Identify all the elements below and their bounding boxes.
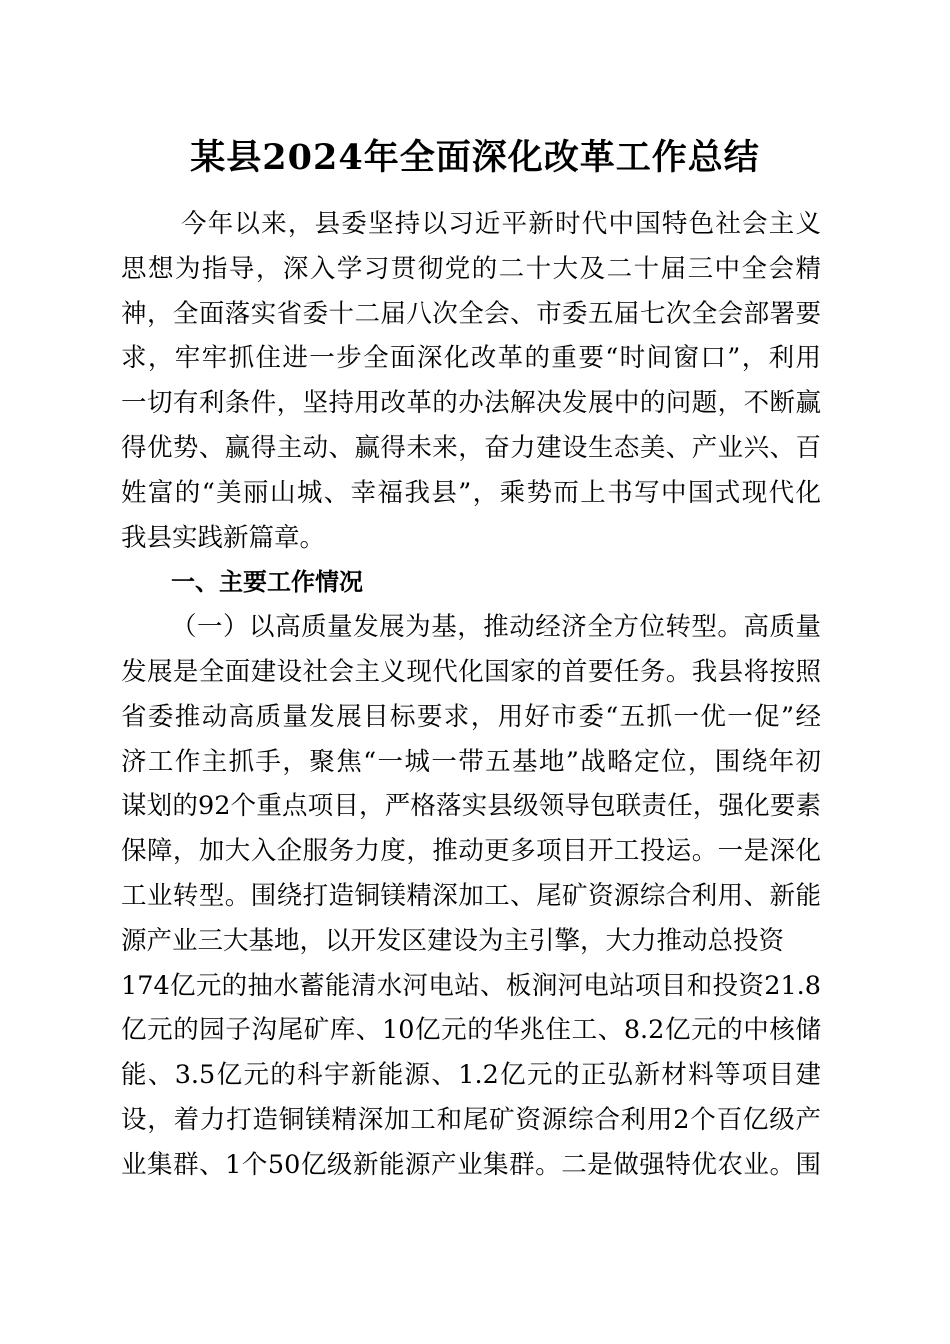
paragraph-2-line-4: 济工作主抓手，聚焦“一城一带五基地”战略定位，围绕年初 (121, 746, 821, 777)
paragraph-2-line-11: 能、3.5亿元的科宇新能源、1.2亿元的正弘新材料等项目建 (121, 1060, 821, 1091)
document-title: 某县2024年全面深化改革工作总结 (190, 137, 760, 178)
paragraph-1-line-4: 求，牢牢抓住进一步全面深化改革的重要“时间窗口”，利用 (121, 343, 821, 374)
paragraph-2-line-10: 亿元的园子沟尾矿库、10亿元的华兆住工、8.2亿元的中核储 (121, 1015, 821, 1046)
paragraph-1-line-5: 一切有利条件，坚持用改革的办法解决发展中的问题，不断赢 (121, 388, 821, 419)
paragraph-2-line-6: 保障，加大入企服务力度，推动更多项目开工投运。一是深化 (121, 836, 821, 867)
paragraph-2-line-1: （一）以高质量发展为基，推动经济全方位转型。高质量 (171, 612, 821, 643)
section-heading: 一、主要工作情况 (171, 568, 363, 597)
paragraph-1-line-8: 我县实践新篇章。 (121, 522, 326, 553)
paragraph-2-line-8: 源产业三大基地，以开发区建设为主引擎，大力推动总投资 (121, 925, 785, 956)
document-body (121, 202, 821, 1188)
paragraph-1-line-7: 姓富的“美丽山城、幸福我县”，乘势而上书写中国式现代化 (121, 477, 821, 508)
paragraph-2-line-13: 业集群、1个50亿级新能源产业集群。二是做强特优农业。围 (121, 1149, 821, 1180)
paragraph-2-line-7: 工业转型。围绕打造铜镁精深加工、尾矿资源综合利用、新能 (121, 880, 821, 911)
paragraph-1-line-3: 神，全面落实省委十二届八次全会、市委五届七次全会部署要 (121, 298, 821, 329)
paragraph-1-line-1: 今年以来，县委坚持以习近平新时代中国特色社会主义 (181, 209, 821, 239)
paragraph-2-line-5: 谋划的92个重点项目，严格落实县级领导包联责任，强化要素 (121, 791, 821, 822)
paragraph-2-line-9: 174亿元的抽水蓄能清水河电站、板涧河电站项目和投资21.8 (121, 970, 821, 1001)
paragraph-1-line-6: 得优势、赢得主动、赢得未来，奋力建设生态美、产业兴、百 (121, 432, 821, 463)
paragraph-2-line-12: 设，着力打造铜镁精深加工和尾矿资源综合利用2个百亿级产 (121, 1104, 821, 1135)
paragraph-1-line-2: 思想为指导，深入学习贯彻党的二十大及二十届三中全会精 (121, 253, 821, 284)
paragraph-2-line-3: 省委推动高质量发展目标要求，用好市委“五抓一优一促”经 (121, 701, 821, 732)
paragraph-2-line-2: 发展是全面建设社会主义现代化国家的首要任务。我县将按照 (121, 656, 821, 687)
